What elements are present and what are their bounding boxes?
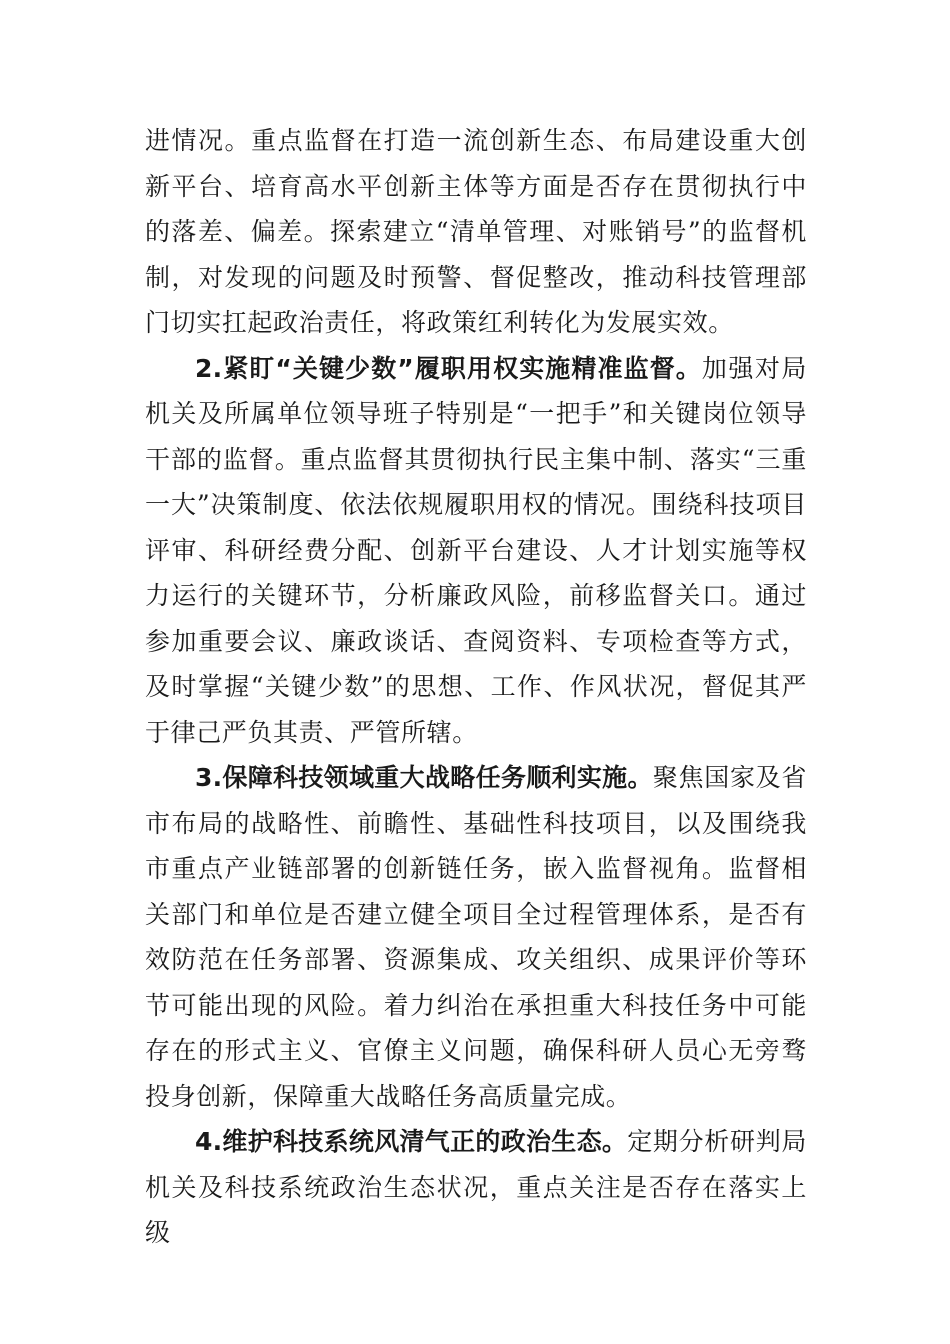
document-page <box>145 118 807 1256</box>
paragraph-3-body: 聚焦国家及省市布局的战略性、前瞻性、基础性科技项目，以及围绕我市重点产业链部署的创新链任务，嵌入监督视角。监督相关部门和单位是否建立健全项目全过程管理体系，是否有效防范在任务部署、资源集成、攻关组织、成果评价等环节可能出现的风险。着力纠治在承担重大科技任务中可能存在的形式主义、官僚主义问题，确保科研人员心无旁骛投身创新，保障重大战略任务高质量完成。 <box>145 763 807 1111</box>
paragraph-2-body: 加强对局机关及所属单位领导班子特别是“一把手”和关键岗位领导干部的监督。重点监督其贯彻执行民主集中制、落实“三重一大”决策制度、依法依规履职用权的情况。围绕科技项目评审、科研经费分配、创新平台建设、人才计划实施等权力运行的关键环节，分析廉政风险，前移监督关口。通过参加重要会议、廉政谈话、查阅资料、专项检查等方式，及时掌握“关键少数”的思想、工作、作风状况，督促其严于律己严负其责、严管所辖。 <box>145 353 807 747</box>
paragraph-1-body: 进情况。重点监督在打造一流创新生态、布局建设重大创新平台、培育高水平创新主体等方面是否存在贯彻执行中的落差、偏差。探索建立“清单管理、对账销号”的监督机制，对发现的问题及时预警、督促整改，推动科技管理部门切实扛起政治责任，将政策红利转化为发展实效。 <box>145 126 807 337</box>
paragraph-3-heading: 3.保障科技领域重大战略任务顺利实施。 <box>195 763 653 792</box>
paragraph-2-heading: 2.紧盯“关键少数”履职用权实施精准监督。 <box>195 353 702 383</box>
paragraph-1 <box>145 118 807 346</box>
paragraph-4-body: 定期分析研判局机关及科技系统政治生态状况，重点关注是否存在落实上级 <box>145 1127 808 1247</box>
paragraph-4-heading: 4.维护科技系统风清气正的政治生态。 <box>195 1127 628 1156</box>
paragraph-4 <box>145 1119 807 1256</box>
paragraph-2 <box>145 346 807 756</box>
paragraph-3 <box>145 755 807 1119</box>
